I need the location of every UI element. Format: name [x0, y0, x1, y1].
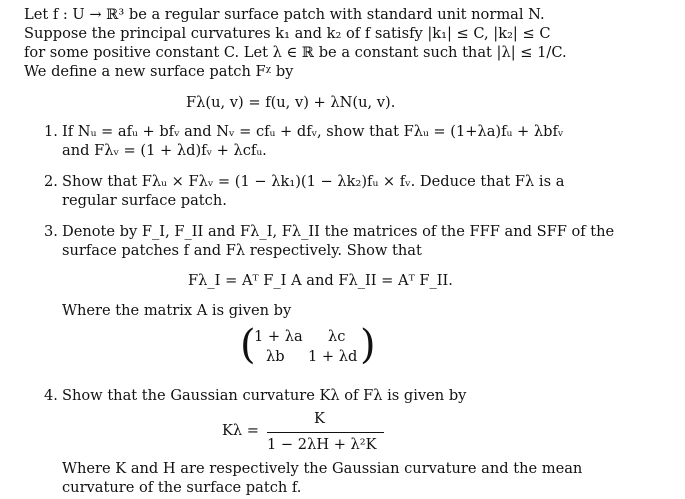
intro-line-2: Suppose the principal curvatures k₁ and k₂ of f satisfy |k₁| ≤ C, |k₂| ≤ C [24, 25, 551, 42]
fraction-bar [267, 432, 384, 433]
item-3-matrix-intro: Where the matrix A is given by [62, 302, 292, 319]
curvature-formula [222, 410, 412, 458]
item-2-line-2: regular surface patch. [62, 192, 227, 209]
item-2-line-1: Show that Fλᵤ × Fλᵥ = (1 − λk₁)(1 − λk₂)fᵤ × fᵥ. Deduce that Fλ is a [62, 173, 565, 190]
item-1-line-1: If Nᵤ = afᵤ + bfᵥ and Nᵥ = cfᵤ + dfᵥ, show that Fλᵤ = (1+λa)fᵤ + λbfᵥ [62, 123, 564, 140]
item-4-line-2: Where K and H are respectively the Gaussian curvature and the mean [62, 460, 583, 477]
intro-line-3: for some positive constant C. Let λ ∈ ℝ be a constant such that |λ| ≤ 1/C. [24, 44, 567, 61]
matrix-cell-2-2: 1 + λd [308, 348, 358, 365]
item-3-line-2: surface patches f and Fλ respectively. Show that [62, 242, 422, 259]
definition-equation: Fλ(u, v) = f(u, v) + λN(u, v). [186, 94, 396, 111]
intro-line-1: Let f : U → ℝ³ be a regular surface patch with standard unit normal N. [24, 6, 545, 23]
item-1-line-2: and Fλᵥ = (1 + λd)fᵥ + λcfᵤ. [62, 142, 267, 159]
item-4-line-3: curvature of the surface patch f. [62, 479, 302, 496]
item-4-number: 4. [44, 387, 58, 404]
item-1-number: 1. [44, 123, 58, 140]
item-3-number: 3. [44, 223, 58, 240]
item-2-number: 2. [44, 173, 58, 190]
matrix-cell-2-1: λb [266, 348, 285, 365]
formula-denominator: 1 − 2λH + λ²K [267, 436, 377, 453]
matrix-cell-1-2: λc [328, 328, 346, 345]
item-4-line-1: Show that the Gaussian curvature Kλ of Fλ is given by [62, 387, 467, 404]
matrix-left-paren: ( [240, 322, 256, 368]
formula-lhs: Kλ = [222, 422, 260, 439]
formula-numerator: K [314, 410, 325, 427]
matrix-right-paren: ) [360, 322, 376, 368]
item-3-equation: Fλ_I = Aᵀ F_I A and Fλ_II = Aᵀ F_II. [188, 272, 453, 289]
matrix-a [240, 322, 376, 370]
item-3-line-1: Denote by F_I, F_II and Fλ_I, Fλ_II the matrices of the FFF and SFF of the [62, 223, 615, 240]
matrix-cell-1-1: 1 + λa [254, 328, 303, 345]
intro-line-4: We define a new surface patch Fᵡ by [24, 63, 294, 80]
